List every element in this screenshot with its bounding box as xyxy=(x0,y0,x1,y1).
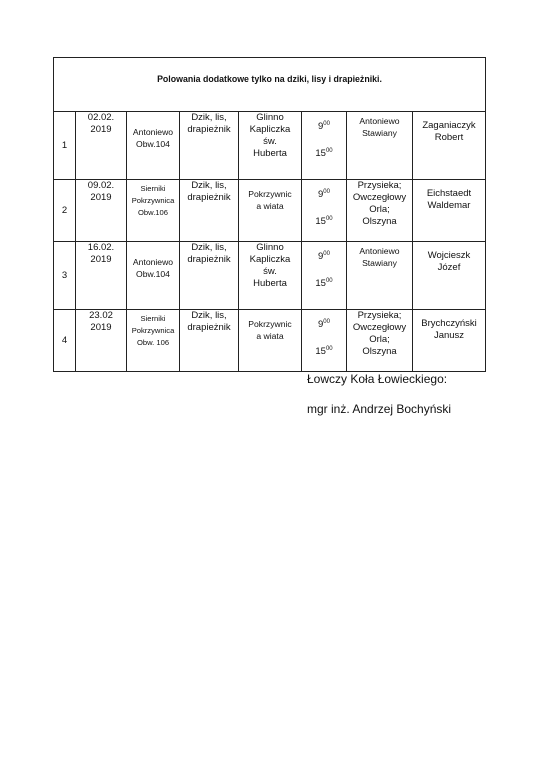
end-hour: 15 xyxy=(315,148,326,160)
table-title-row xyxy=(54,58,486,112)
meeting-point-cell-line: Huberta xyxy=(253,278,287,289)
time-gap xyxy=(304,133,344,145)
district-cell xyxy=(127,112,180,180)
time-gap xyxy=(304,201,344,213)
date-cell-line: 16.02. xyxy=(87,242,115,253)
date-cell-line: 2019 xyxy=(90,124,112,135)
meeting-point-cell xyxy=(239,310,302,372)
date-cell xyxy=(76,310,127,372)
leader-cell-line: Janusz xyxy=(433,330,465,341)
leader-cell-line: Eichstaedt xyxy=(426,188,472,199)
meeting-point-cell-line: Kapliczka xyxy=(249,124,291,135)
date-cell-line: 02.02. xyxy=(87,112,115,123)
leader-cell xyxy=(413,242,486,310)
hunting-area-cell-line: Stawiany xyxy=(362,128,397,138)
leader-cell-line: Robert xyxy=(434,132,464,143)
hunting-area-cell-line: Antoniewo xyxy=(359,116,400,126)
date-cell-line: 2019 xyxy=(90,254,112,265)
game-cell xyxy=(180,180,239,242)
hunts-table xyxy=(53,57,486,372)
game-cell xyxy=(180,242,239,310)
start-minutes: 00 xyxy=(323,189,330,195)
time-cell xyxy=(302,310,347,372)
district-cell-line: Pokrzywnica xyxy=(131,326,175,335)
district-cell-line: Obw.104 xyxy=(136,269,170,279)
district-cell-line: Sierniki xyxy=(140,184,166,193)
row-number: 4 xyxy=(54,310,76,372)
meeting-point-cell-line: Kapliczka xyxy=(249,254,291,265)
district-cell-line: Antoniewo xyxy=(132,127,174,137)
end-minutes: 00 xyxy=(325,346,333,353)
signature-role: Łowczy Koła Łowieckiego: xyxy=(307,372,448,386)
start-hour: 9 xyxy=(318,251,324,263)
end-minutes: 00 xyxy=(325,278,333,285)
meeting-point-cell-line: Glinno xyxy=(256,242,284,253)
time-cell xyxy=(302,180,347,242)
time-cell xyxy=(302,242,347,310)
leader-cell-line: Wojcieszk xyxy=(427,250,471,261)
meeting-point-cell-line: a wiata xyxy=(256,331,284,341)
table-title-cell xyxy=(54,58,486,112)
end-time xyxy=(315,216,332,227)
hunting-area-cell xyxy=(347,112,413,180)
hunting-area-cell-line: Stawiany xyxy=(362,258,397,268)
date-cell-line: 09.02. xyxy=(87,180,115,191)
date-cell-line: 2019 xyxy=(90,322,112,333)
date-cell xyxy=(76,242,127,310)
game-cell-line: drapieżnik xyxy=(187,254,231,265)
start-hour: 9 xyxy=(318,189,324,201)
hunting-area-cell-line: Olszyna xyxy=(362,216,397,227)
district-cell xyxy=(127,180,180,242)
meeting-point-cell-line: Pokrzywnic xyxy=(248,319,292,329)
hunting-area-cell xyxy=(347,242,413,310)
end-time xyxy=(315,346,332,357)
game-cell-line: drapieżnik xyxy=(187,124,231,135)
start-time xyxy=(318,251,330,262)
row-number: 1 xyxy=(54,112,76,180)
hunting-area-cell-line: Orla; xyxy=(369,334,390,345)
end-time xyxy=(315,148,332,159)
end-hour: 15 xyxy=(315,278,326,290)
end-minutes: 00 xyxy=(325,148,333,155)
meeting-point-cell-line: Pokrzywnic xyxy=(248,189,292,199)
game-cell-line: Dzik, lis, xyxy=(191,112,227,123)
leader-cell xyxy=(413,310,486,372)
district-cell-line: Pokrzywnica xyxy=(131,196,175,205)
leader-cell-line: Waldemar xyxy=(427,200,471,211)
game-cell-line: drapieżnik xyxy=(187,192,231,203)
time-gap xyxy=(304,331,344,343)
hunting-area-cell-line: Olszyna xyxy=(362,346,397,357)
start-time xyxy=(318,189,330,200)
table-title: Polowania dodatkowe tylko na dziki, lisy i drapieżniki. xyxy=(157,73,382,84)
hunting-area-cell-line: Antoniewo xyxy=(359,246,400,256)
end-minutes: 00 xyxy=(325,216,333,223)
hunting-area-cell-line: Owczegłowy xyxy=(352,322,407,333)
row-number: 2 xyxy=(54,180,76,242)
game-cell-line: Dzik, lis, xyxy=(191,310,227,321)
date-cell-line: 23.02 xyxy=(89,310,113,321)
table-row xyxy=(54,180,486,242)
game-cell-line: Dzik, lis, xyxy=(191,242,227,253)
start-minutes: 00 xyxy=(323,121,330,127)
hunting-area-cell-line: Orla; xyxy=(369,204,390,215)
meeting-point-cell-line: a wiata xyxy=(256,201,284,211)
end-hour: 15 xyxy=(315,216,326,228)
time-cell xyxy=(302,112,347,180)
start-minutes: 00 xyxy=(323,319,330,325)
game-cell xyxy=(180,310,239,372)
district-cell xyxy=(127,242,180,310)
document-page xyxy=(53,57,485,372)
start-time xyxy=(318,319,330,330)
leader-cell xyxy=(413,180,486,242)
table-row xyxy=(54,310,486,372)
start-hour: 9 xyxy=(318,121,324,133)
start-hour: 9 xyxy=(318,319,324,331)
meeting-point-cell-line: św. xyxy=(263,266,277,277)
leader-cell-line: Józef xyxy=(437,262,461,273)
hunting-area-cell-line: Przysieka; xyxy=(357,180,402,191)
time-gap xyxy=(304,263,344,275)
end-hour: 15 xyxy=(315,346,326,358)
meeting-point-cell-line: św. xyxy=(263,136,277,147)
start-time xyxy=(318,121,330,132)
district-cell-line: Obw.104 xyxy=(136,139,170,149)
meeting-point-cell-line: Glinno xyxy=(256,112,284,123)
hunting-area-cell-line: Owczegłowy xyxy=(352,192,407,203)
end-time xyxy=(315,278,332,289)
district-cell-line: Obw. 106 xyxy=(136,338,170,347)
row-number: 3 xyxy=(54,242,76,310)
district-cell-line: Obw.106 xyxy=(138,208,168,217)
game-cell xyxy=(180,112,239,180)
district-cell-line: Sierniki xyxy=(140,314,166,323)
signature-name: mgr inż. Andrzej Bochyński xyxy=(307,402,452,416)
meeting-point-cell xyxy=(239,112,302,180)
hunting-area-cell xyxy=(347,310,413,372)
date-cell xyxy=(76,180,127,242)
date-cell xyxy=(76,112,127,180)
start-minutes: 00 xyxy=(323,251,330,257)
district-cell-line: Antoniewo xyxy=(132,257,174,267)
table-row xyxy=(54,112,486,180)
hunting-area-cell xyxy=(347,180,413,242)
meeting-point-cell xyxy=(239,242,302,310)
meeting-point-cell xyxy=(239,180,302,242)
hunting-area-cell-line: Przysieka; xyxy=(357,310,402,321)
leader-cell xyxy=(413,112,486,180)
game-cell-line: Dzik, lis, xyxy=(191,180,227,191)
meeting-point-cell-line: Huberta xyxy=(253,148,287,159)
leader-cell-line: Zaganiaczyk xyxy=(422,120,476,131)
district-cell xyxy=(127,310,180,372)
game-cell-line: drapieżnik xyxy=(187,322,231,333)
leader-cell-line: Brychczyński xyxy=(421,318,477,329)
table-row xyxy=(54,242,486,310)
date-cell-line: 2019 xyxy=(90,192,112,203)
